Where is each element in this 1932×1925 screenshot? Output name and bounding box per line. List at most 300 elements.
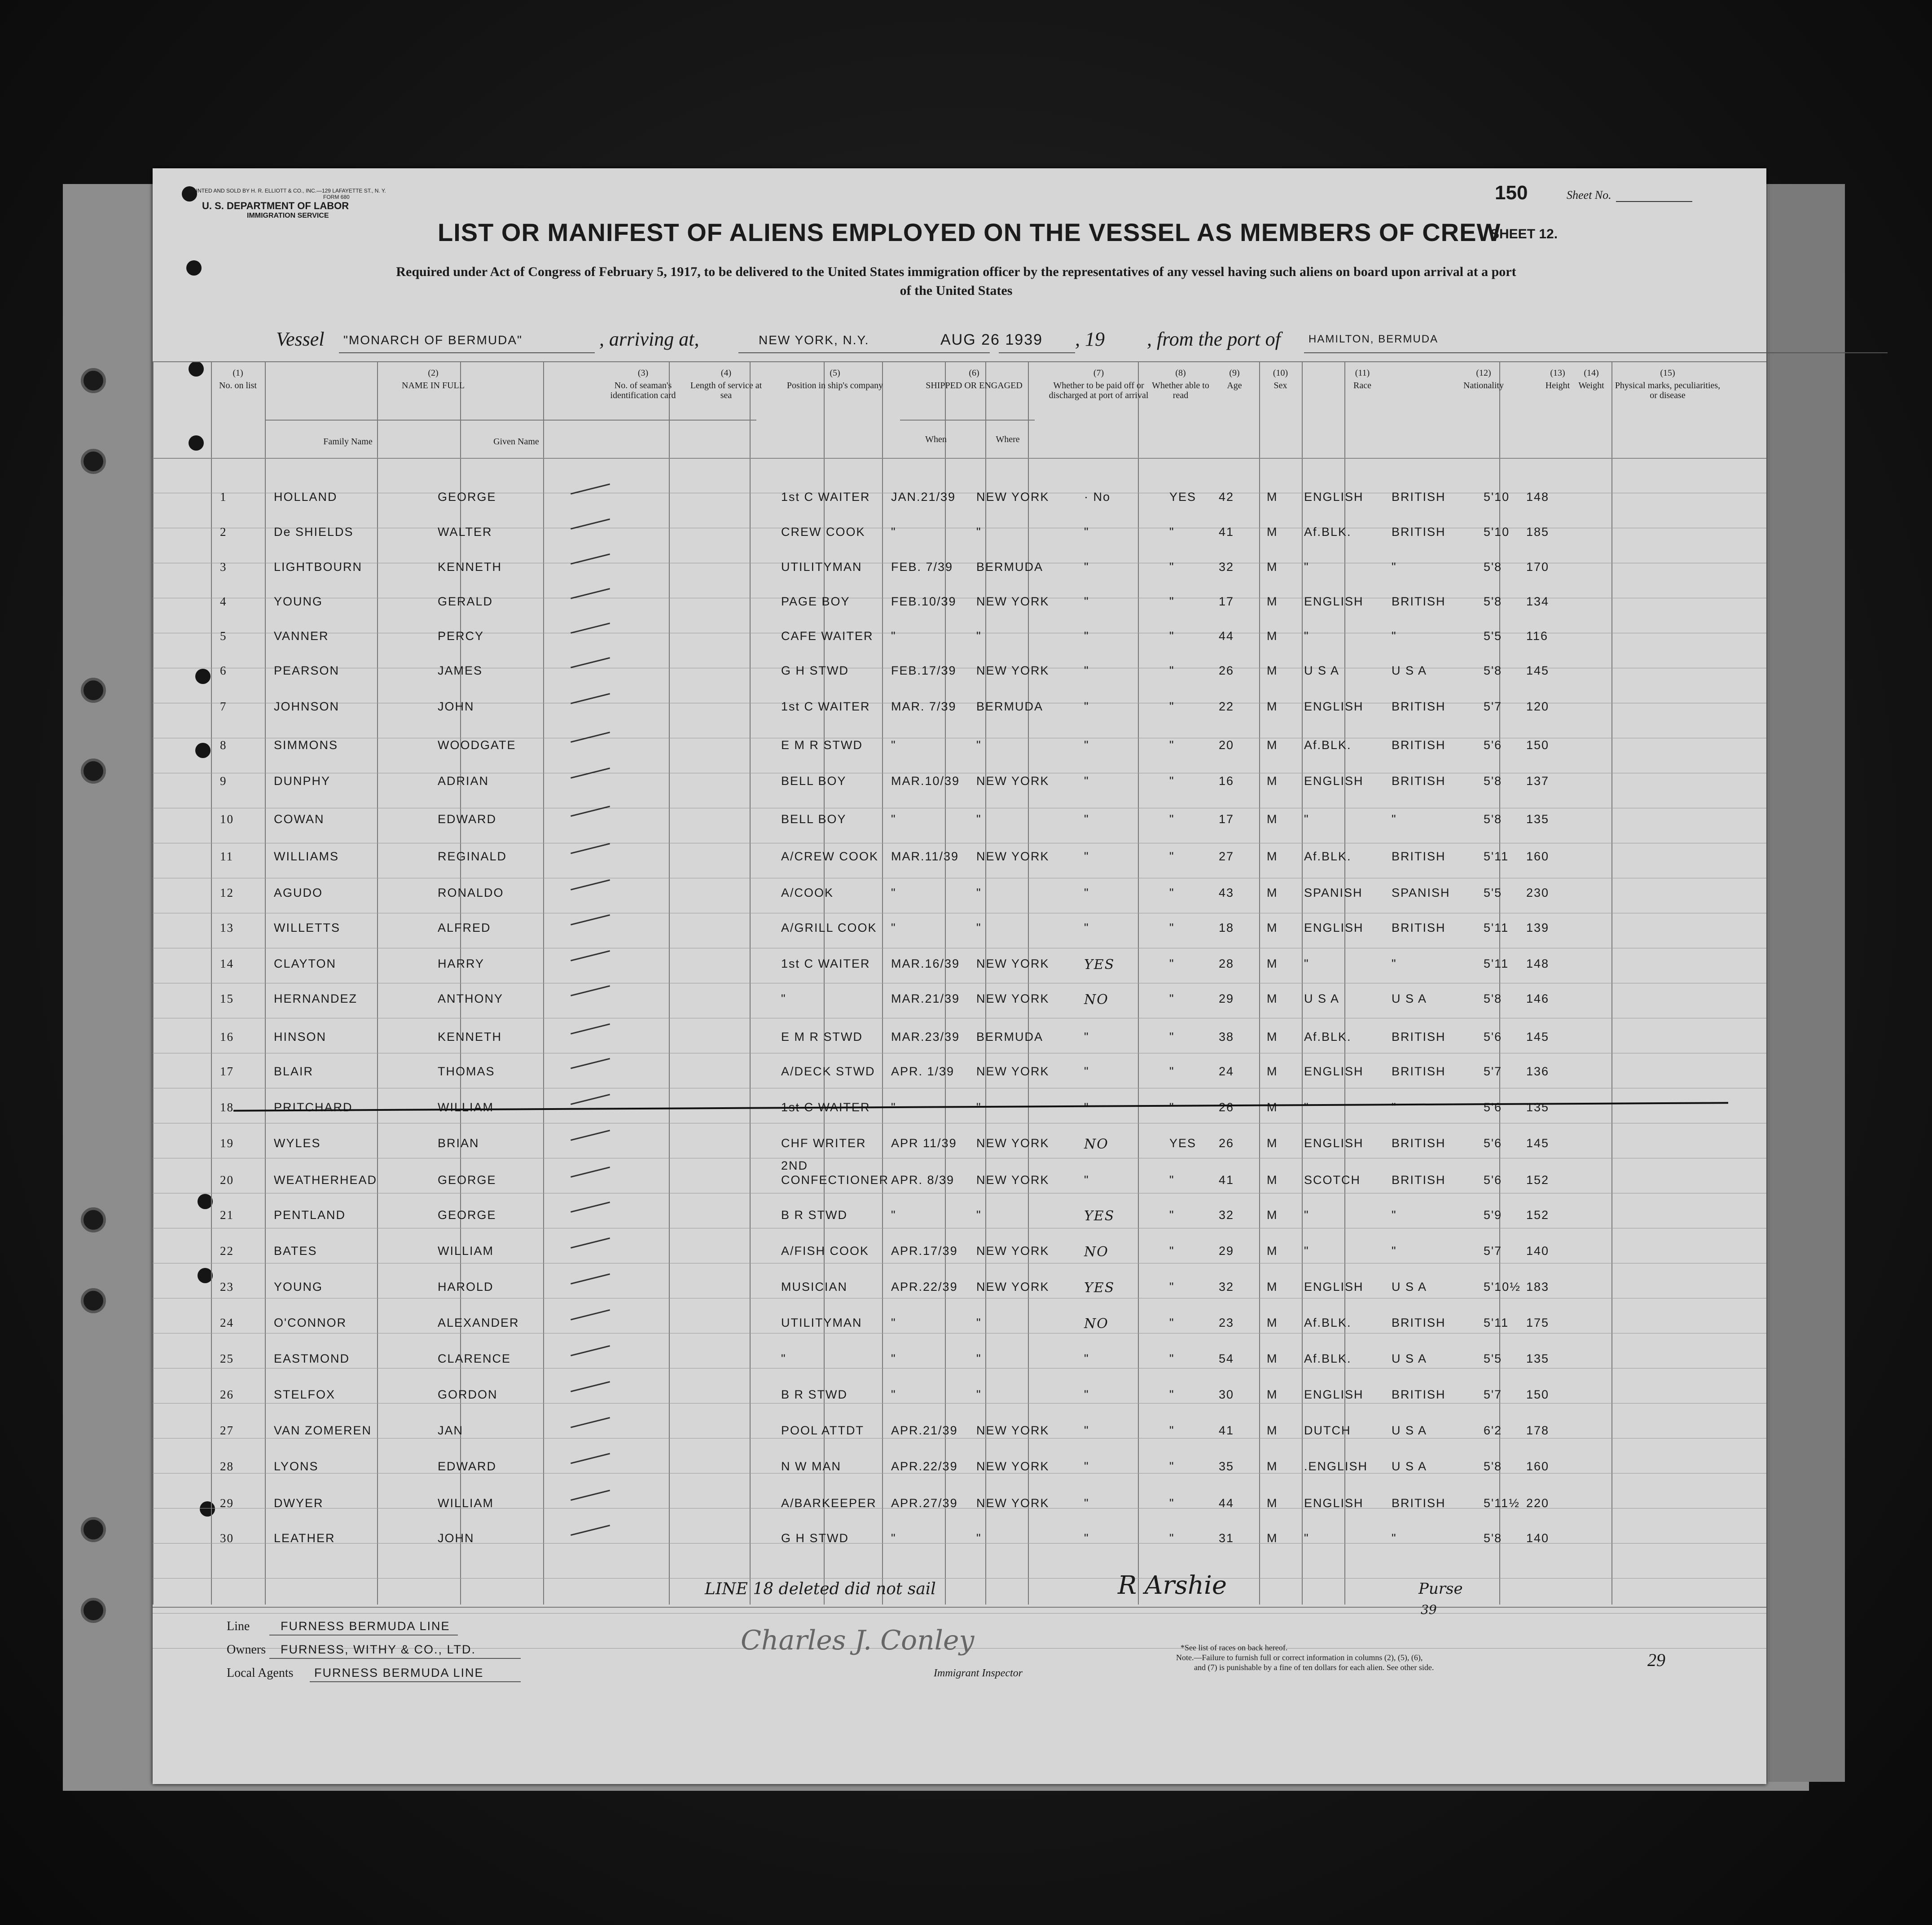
cell-race: Af.BLK. bbox=[1304, 850, 1352, 863]
cell-nationality: U S A bbox=[1392, 1352, 1427, 1365]
cell-position: UTILITYMAN bbox=[781, 1316, 862, 1329]
cell-weight: 150 bbox=[1526, 1388, 1550, 1401]
cell-sex: M bbox=[1267, 1244, 1278, 1258]
column-label: Length of service at sea bbox=[690, 381, 762, 400]
cell-weight: 146 bbox=[1526, 992, 1550, 1005]
vessel-name: "MONARCH OF BERMUDA" bbox=[343, 333, 523, 347]
column-label: No. of seaman's identification card bbox=[610, 381, 676, 400]
cell-paid-off: " bbox=[1084, 1388, 1089, 1401]
cell-family-name: HERNANDEZ bbox=[274, 992, 358, 1005]
sheet-label: SHEET 12. bbox=[1490, 227, 1558, 241]
cell-sex: M bbox=[1267, 812, 1278, 826]
cell-weight: 145 bbox=[1526, 1136, 1550, 1150]
cell-given-name: KENNETH bbox=[438, 1030, 502, 1044]
cell-shipped-when: " bbox=[891, 886, 896, 899]
cell-nationality: BRITISH bbox=[1392, 1065, 1446, 1078]
cell-race: ENGLISH bbox=[1304, 1065, 1364, 1078]
cell-age: 29 bbox=[1219, 1244, 1234, 1258]
cell-position: E M R STWD bbox=[781, 738, 863, 752]
sheet-no-label: Sheet No. bbox=[1567, 189, 1611, 202]
cell-nationality: U S A bbox=[1392, 1460, 1427, 1473]
cell-height: 5'11 bbox=[1484, 921, 1509, 934]
cell-sex: M bbox=[1267, 1531, 1278, 1545]
cell-shipped-where: " bbox=[976, 921, 982, 934]
column-label: Position in ship's company bbox=[786, 381, 883, 390]
cell-nationality: U S A bbox=[1392, 1280, 1427, 1294]
cell-shipped-when: FEB. 7/39 bbox=[891, 560, 953, 574]
row-rule bbox=[153, 1613, 1766, 1614]
col-3-header bbox=[602, 368, 685, 400]
cell-list-number: 3 bbox=[220, 560, 227, 574]
cell-height: 5'10 bbox=[1484, 525, 1510, 539]
cell-paid-off: " bbox=[1084, 1065, 1089, 1078]
cell-paid-off: " bbox=[1084, 1424, 1089, 1437]
department-name: U. S. DEPARTMENT OF LABOR bbox=[202, 200, 349, 211]
cell-shipped-where: " bbox=[976, 738, 982, 752]
cell-height: 5'11 bbox=[1484, 850, 1509, 863]
cell-age: 35 bbox=[1219, 1460, 1234, 1473]
cell-given-name: HARRY bbox=[438, 957, 485, 970]
line-value: FURNESS BERMUDA LINE bbox=[281, 1619, 450, 1633]
cell-list-number: 8 bbox=[220, 738, 227, 752]
cell-list-number: 30 bbox=[220, 1531, 234, 1545]
cell-able-to-read: " bbox=[1169, 1244, 1175, 1258]
binder-hole bbox=[81, 1517, 106, 1542]
cell-shipped-where: NEW YORK bbox=[976, 1496, 1049, 1510]
cell-shipped-where: " bbox=[976, 525, 982, 539]
cell-able-to-read: " bbox=[1169, 812, 1175, 826]
binder-hole bbox=[81, 1288, 106, 1313]
cell-shipped-when: APR.17/39 bbox=[891, 1244, 958, 1258]
cell-shipped-where: BERMUDA bbox=[976, 1030, 1044, 1044]
cell-shipped-where: NEW YORK bbox=[976, 1065, 1049, 1078]
cell-sex: M bbox=[1267, 560, 1278, 574]
cell-height: 5'6 bbox=[1484, 1030, 1502, 1044]
cell-weight: 185 bbox=[1526, 525, 1550, 539]
column-number: (7) bbox=[1093, 368, 1104, 378]
cell-shipped-where: NEW YORK bbox=[976, 1244, 1049, 1258]
tick-mark bbox=[571, 879, 610, 890]
cell-family-name: WILLIAMS bbox=[274, 850, 339, 863]
cell-shipped-when: " bbox=[891, 1531, 896, 1545]
cell-shipped-when: MAR.11/39 bbox=[891, 850, 959, 863]
cell-able-to-read: " bbox=[1169, 738, 1175, 752]
cell-position: A/CREW COOK bbox=[781, 850, 879, 863]
cell-given-name: THOMAS bbox=[438, 1065, 495, 1078]
cell-sex: M bbox=[1267, 850, 1278, 863]
cell-weight: 140 bbox=[1526, 1531, 1550, 1545]
cell-nationality: BRITISH bbox=[1392, 1388, 1446, 1401]
tick-mark bbox=[571, 1525, 610, 1536]
cell-shipped-when: MAR.23/39 bbox=[891, 1030, 960, 1044]
cell-race: " bbox=[1304, 629, 1309, 643]
cell-position: 1st C WAITER bbox=[781, 700, 870, 713]
cell-given-name: GEORGE bbox=[438, 490, 496, 504]
tick-mark bbox=[571, 623, 610, 634]
cell-shipped-where: NEW YORK bbox=[976, 490, 1049, 504]
col-13-header bbox=[1544, 368, 1571, 390]
cell-weight: 135 bbox=[1526, 812, 1550, 826]
cell-race: Af.BLK. bbox=[1304, 1316, 1352, 1329]
col-9-header bbox=[1210, 368, 1259, 390]
cell-race: " bbox=[1304, 560, 1309, 574]
cell-given-name: WILLIAM bbox=[438, 1496, 494, 1510]
cell-height: 5'11 bbox=[1484, 1316, 1509, 1329]
cell-shipped-where: NEW YORK bbox=[976, 1280, 1049, 1294]
cell-shipped-when: " bbox=[891, 812, 896, 826]
cell-race: SCOTCH bbox=[1304, 1173, 1361, 1187]
tick-mark bbox=[571, 1345, 610, 1356]
column-number: (2) bbox=[428, 368, 439, 378]
cell-position: B R STWD bbox=[781, 1208, 847, 1222]
cell-able-to-read: YES bbox=[1169, 1136, 1197, 1150]
note-line-1: *See list of races on back hereof. bbox=[1181, 1643, 1288, 1652]
cell-sex: M bbox=[1267, 1101, 1278, 1114]
cell-position: CAFE WAITER bbox=[781, 629, 874, 643]
cell-list-number: 10 bbox=[220, 812, 234, 826]
cell-race: U S A bbox=[1304, 992, 1340, 1005]
cell-race: ENGLISH bbox=[1304, 1388, 1364, 1401]
cell-position: CONFECTIONER bbox=[781, 1173, 889, 1187]
cell-shipped-when: APR. 1/39 bbox=[891, 1065, 955, 1078]
column-number: (10) bbox=[1273, 368, 1288, 378]
cell-age: 44 bbox=[1219, 629, 1234, 643]
header-subrule bbox=[265, 420, 756, 421]
cell-paid-off: " bbox=[1084, 812, 1089, 826]
cell-shipped-where: NEW YORK bbox=[976, 774, 1049, 788]
cell-age: 17 bbox=[1219, 812, 1234, 826]
cell-height: 6'2 bbox=[1484, 1424, 1502, 1437]
cell-nationality: " bbox=[1392, 1208, 1397, 1222]
cell-sex: M bbox=[1267, 1460, 1278, 1473]
cell-given-name: WALTER bbox=[438, 525, 492, 539]
tick-mark bbox=[571, 1058, 610, 1069]
col-15-header bbox=[1611, 368, 1724, 400]
cell-shipped-where: NEW YORK bbox=[976, 595, 1049, 608]
cell-family-name: O'CONNOR bbox=[274, 1316, 347, 1329]
cell-sex: M bbox=[1267, 1388, 1278, 1401]
cell-given-name: WOODGATE bbox=[438, 738, 516, 752]
year-label: , 19 bbox=[1075, 328, 1105, 350]
cell-age: 38 bbox=[1219, 1030, 1234, 1044]
cell-list-number: 14 bbox=[220, 957, 234, 970]
column-label: Sex bbox=[1273, 381, 1287, 390]
cell-paid-off: " bbox=[1084, 664, 1089, 677]
cell-given-name: GERALD bbox=[438, 595, 493, 608]
cell-sex: M bbox=[1267, 1208, 1278, 1222]
cell-age: 26 bbox=[1219, 1136, 1234, 1150]
cell-height: 5'8 bbox=[1484, 992, 1502, 1005]
cell-sex: M bbox=[1267, 1065, 1278, 1078]
cell-position: " bbox=[781, 1352, 786, 1365]
cell-able-to-read: " bbox=[1169, 1460, 1175, 1473]
cell-position: CREW COOK bbox=[781, 525, 865, 539]
cell-shipped-where: NEW YORK bbox=[976, 1136, 1049, 1150]
cell-weight: 170 bbox=[1526, 560, 1550, 574]
cell-paid-off: NO bbox=[1084, 992, 1109, 1008]
cell-list-number: 24 bbox=[220, 1316, 234, 1329]
column-number: (6) bbox=[969, 368, 979, 378]
cell-nationality: " bbox=[1392, 957, 1397, 970]
cell-weight: 183 bbox=[1526, 1280, 1550, 1294]
cell-nationality: " bbox=[1392, 1101, 1397, 1114]
cell-age: 20 bbox=[1219, 738, 1234, 752]
cell-list-number: 7 bbox=[220, 700, 227, 713]
cell-shipped-when: " bbox=[891, 629, 896, 643]
cell-given-name: JOHN bbox=[438, 700, 474, 713]
tick-mark bbox=[571, 732, 610, 743]
cell-paid-off: " bbox=[1084, 525, 1089, 539]
cell-sex: M bbox=[1267, 1280, 1278, 1294]
cell-height: 5'7 bbox=[1484, 1244, 1502, 1258]
service-name: IMMIGRATION SERVICE bbox=[247, 212, 329, 219]
cell-list-number: 21 bbox=[220, 1208, 234, 1222]
column-number: (1) bbox=[233, 368, 243, 378]
cell-height: 5'8 bbox=[1484, 1460, 1502, 1473]
owners-label: Owners bbox=[227, 1643, 266, 1657]
sheet-no-field bbox=[1616, 201, 1692, 202]
cell-position: A/DECK STWD bbox=[781, 1065, 875, 1078]
column-label: Whether to be paid off or discharged at port of arrival bbox=[1049, 381, 1149, 400]
cell-nationality: " bbox=[1392, 629, 1397, 643]
where-header: Where bbox=[996, 434, 1020, 444]
column-label: Physical marks, peculiarities, or disease bbox=[1615, 381, 1721, 400]
cell-paid-off: " bbox=[1084, 560, 1089, 574]
cell-height: 5'7 bbox=[1484, 1065, 1502, 1078]
cell-shipped-where: " bbox=[976, 812, 982, 826]
cell-position: A/FISH COOK bbox=[781, 1244, 869, 1258]
cell-weight: 220 bbox=[1526, 1496, 1550, 1510]
tick-mark bbox=[571, 1381, 610, 1392]
cell-list-number: 13 bbox=[220, 921, 234, 934]
column-label: Age bbox=[1227, 381, 1242, 390]
cell-age: 31 bbox=[1219, 1531, 1234, 1545]
cell-list-number: 25 bbox=[220, 1352, 234, 1365]
cell-list-number: 29 bbox=[220, 1496, 234, 1510]
cell-position: E M R STWD bbox=[781, 1030, 863, 1044]
tick-mark bbox=[571, 1023, 610, 1035]
header-subrule bbox=[900, 420, 1035, 421]
binder-hole bbox=[81, 1598, 106, 1623]
cell-shipped-where: " bbox=[976, 1352, 982, 1365]
cell-race: " bbox=[1304, 1101, 1309, 1114]
cell-sex: M bbox=[1267, 525, 1278, 539]
purser-number: 39 bbox=[1421, 1602, 1437, 1617]
binder-hole bbox=[81, 759, 106, 784]
cell-position: CHF WRITER bbox=[781, 1136, 866, 1150]
cell-height: 5'10½ bbox=[1484, 1280, 1521, 1294]
cell-nationality: " bbox=[1392, 1531, 1397, 1545]
cell-age: 32 bbox=[1219, 1208, 1234, 1222]
cell-nationality: " bbox=[1392, 812, 1397, 826]
line-label: Line bbox=[227, 1619, 250, 1633]
cell-list-number: 19 bbox=[220, 1136, 234, 1150]
cell-paid-off: " bbox=[1084, 1352, 1089, 1365]
cell-sex: M bbox=[1267, 992, 1278, 1005]
cell-shipped-when: MAR. 7/39 bbox=[891, 700, 957, 713]
cell-nationality: " bbox=[1392, 1244, 1397, 1258]
footer-rule bbox=[153, 1607, 1766, 1608]
cell-weight: 139 bbox=[1526, 921, 1550, 934]
cell-height: 5'9 bbox=[1484, 1208, 1502, 1222]
cell-nationality: BRITISH bbox=[1392, 1136, 1446, 1150]
cell-shipped-where: BERMUDA bbox=[976, 700, 1044, 713]
cell-position: 1st C WAITER bbox=[781, 1101, 870, 1114]
cell-position: A/GRILL COOK bbox=[781, 921, 877, 934]
printer-line: PRINTED AND SOLD BY H. R. ELLIOTT & CO., INC.—129 LAFAYETTE ST., N. Y. bbox=[189, 188, 386, 194]
cell-shipped-where: " bbox=[976, 629, 982, 643]
cell-able-to-read: " bbox=[1169, 525, 1175, 539]
cell-age: 43 bbox=[1219, 886, 1234, 899]
subtitle-line-1: Required under Act of Congress of February 5, 1917, to be delivered to the United States immigration officer by the representatives of any vessel having such aliens on board upon arrival at a port bbox=[396, 264, 1516, 279]
cell-height: 5'8 bbox=[1484, 664, 1502, 677]
cell-sex: M bbox=[1267, 1496, 1278, 1510]
cell-weight: 230 bbox=[1526, 886, 1550, 899]
cell-shipped-when: MAR.16/39 bbox=[891, 957, 960, 970]
cell-nationality: U S A bbox=[1392, 1424, 1427, 1437]
tick-mark bbox=[571, 1273, 610, 1285]
cell-weight: 116 bbox=[1526, 629, 1549, 643]
cell-list-number: 5 bbox=[220, 629, 227, 643]
column-number: (11) bbox=[1355, 368, 1370, 378]
footer-note bbox=[1176, 1643, 1616, 1672]
cell-given-name: GORDON bbox=[438, 1388, 498, 1401]
cell-sex: M bbox=[1267, 886, 1278, 899]
column-number: (9) bbox=[1229, 368, 1240, 378]
cell-age: 22 bbox=[1219, 700, 1234, 713]
cell-family-name: WILLETTS bbox=[274, 921, 341, 934]
cell-nationality: U S A bbox=[1392, 664, 1427, 677]
cell-weight: 140 bbox=[1526, 1244, 1550, 1258]
cell-able-to-read: " bbox=[1169, 1352, 1175, 1365]
cell-family-name: De SHIELDS bbox=[274, 525, 354, 539]
cell-given-name: ALEXANDER bbox=[438, 1316, 519, 1329]
cell-given-name: ALFRED bbox=[438, 921, 491, 934]
cell-nationality: BRITISH bbox=[1392, 700, 1446, 713]
arriving-port: NEW YORK, N.Y. bbox=[759, 333, 869, 347]
cell-able-to-read: " bbox=[1169, 886, 1175, 899]
cell-position: G H STWD bbox=[781, 1531, 849, 1545]
cell-given-name: EDWARD bbox=[438, 1460, 496, 1473]
cell-given-name: RONALDO bbox=[438, 886, 504, 899]
cell-nationality: BRITISH bbox=[1392, 525, 1446, 539]
cell-shipped-when: APR.22/39 bbox=[891, 1280, 958, 1294]
cell-race: ENGLISH bbox=[1304, 1280, 1364, 1294]
cell-given-name: KENNETH bbox=[438, 560, 502, 574]
cell-paid-off: " bbox=[1084, 850, 1089, 863]
cell-race: " bbox=[1304, 1531, 1309, 1545]
cell-shipped-when: JAN.21/39 bbox=[891, 490, 956, 504]
cell-height: 5'8 bbox=[1484, 1531, 1502, 1545]
form-number: FORM 680 bbox=[323, 194, 350, 200]
cell-shipped-when: " bbox=[891, 738, 896, 752]
cell-family-name: HINSON bbox=[274, 1030, 327, 1044]
cell-able-to-read: " bbox=[1169, 1424, 1175, 1437]
cell-height: 5'11½ bbox=[1484, 1496, 1520, 1510]
cell-shipped-when: " bbox=[891, 1101, 896, 1114]
cell-race: U S A bbox=[1304, 664, 1340, 677]
cell-shipped-where: " bbox=[976, 1316, 982, 1329]
column-label: No. on list bbox=[219, 381, 257, 390]
cell-paid-off: " bbox=[1084, 886, 1089, 899]
cell-paid-off: NO bbox=[1084, 1244, 1109, 1260]
cell-race: " bbox=[1304, 1244, 1309, 1258]
column-label: Whether able to read bbox=[1152, 381, 1209, 400]
cell-family-name: COWAN bbox=[274, 812, 325, 826]
tick-mark bbox=[571, 657, 610, 668]
cell-list-number: 27 bbox=[220, 1424, 234, 1437]
cell-position: B R STWD bbox=[781, 1388, 847, 1401]
cell-height: 5'10 bbox=[1484, 490, 1510, 504]
cell-height: 5'6 bbox=[1484, 1173, 1502, 1187]
cell-paid-off: " bbox=[1084, 1101, 1089, 1114]
cell-sex: M bbox=[1267, 738, 1278, 752]
cell-height: 5'8 bbox=[1484, 595, 1502, 608]
cell-able-to-read: " bbox=[1169, 664, 1175, 677]
cell-family-name: VANNER bbox=[274, 629, 329, 643]
from-label: , from the port of bbox=[1147, 328, 1281, 350]
cell-list-number: 23 bbox=[220, 1280, 234, 1294]
cell-given-name: CLARENCE bbox=[438, 1352, 511, 1365]
cell-age: 42 bbox=[1219, 490, 1234, 504]
cell-weight: 148 bbox=[1526, 957, 1550, 970]
cell-nationality: BRITISH bbox=[1392, 850, 1446, 863]
cell-weight: 134 bbox=[1526, 595, 1550, 608]
cell-weight: 135 bbox=[1526, 1101, 1550, 1114]
row-rule bbox=[153, 1543, 1766, 1544]
arriving-label: , arriving at, bbox=[599, 328, 699, 350]
cell-age: 23 bbox=[1219, 1316, 1234, 1329]
given-name-header: Given Name bbox=[493, 437, 539, 447]
cell-nationality: BRITISH bbox=[1392, 490, 1446, 504]
cell-family-name: DWYER bbox=[274, 1496, 324, 1510]
cell-weight: 178 bbox=[1526, 1424, 1550, 1437]
cell-age: 32 bbox=[1219, 1280, 1234, 1294]
cell-race: Af.BLK. bbox=[1304, 738, 1352, 752]
cell-sex: M bbox=[1267, 629, 1278, 643]
cell-race: Af.BLK. bbox=[1304, 1352, 1352, 1365]
cell-shipped-where: " bbox=[976, 1101, 982, 1114]
inspector-signature: Charles J. Conley bbox=[741, 1625, 975, 1656]
cell-sex: M bbox=[1267, 700, 1278, 713]
col-7-header bbox=[1046, 368, 1151, 400]
cell-race: DUTCH bbox=[1304, 1424, 1351, 1437]
punch-hole bbox=[186, 260, 202, 276]
tick-mark bbox=[571, 985, 610, 996]
col-2-header bbox=[265, 368, 602, 390]
tick-mark bbox=[571, 914, 610, 925]
cell-weight: 148 bbox=[1526, 490, 1550, 504]
subtitle-line-2: of the United States bbox=[900, 283, 1013, 298]
column-label: Nationality bbox=[1463, 381, 1504, 390]
cell-position: POOL ATTDT bbox=[781, 1424, 865, 1437]
column-label: Weight bbox=[1578, 381, 1604, 390]
cell-family-name: PRITCHARD bbox=[274, 1101, 353, 1114]
cell-shipped-when: MAR.21/39 bbox=[891, 992, 960, 1005]
cell-family-name: DUNPHY bbox=[274, 774, 331, 788]
cell-position: G H STWD bbox=[781, 664, 849, 677]
cell-given-name: WILLIAM bbox=[438, 1244, 494, 1258]
page-title: LIST OR MANIFEST OF ALIENS EMPLOYED ON THE VESSEL AS MEMBERS OF CREW bbox=[438, 218, 1501, 246]
cell-able-to-read: " bbox=[1169, 1280, 1175, 1294]
cell-family-name: SIMMONS bbox=[274, 738, 338, 752]
cell-nationality: BRITISH bbox=[1392, 1030, 1446, 1044]
cell-family-name: WEATHERHEAD bbox=[274, 1173, 378, 1187]
cell-list-number: 26 bbox=[220, 1388, 234, 1401]
column-label: NAME IN FULL bbox=[402, 381, 465, 390]
cell-given-name: JAN bbox=[438, 1424, 464, 1437]
cell-nationality: BRITISH bbox=[1392, 738, 1446, 752]
